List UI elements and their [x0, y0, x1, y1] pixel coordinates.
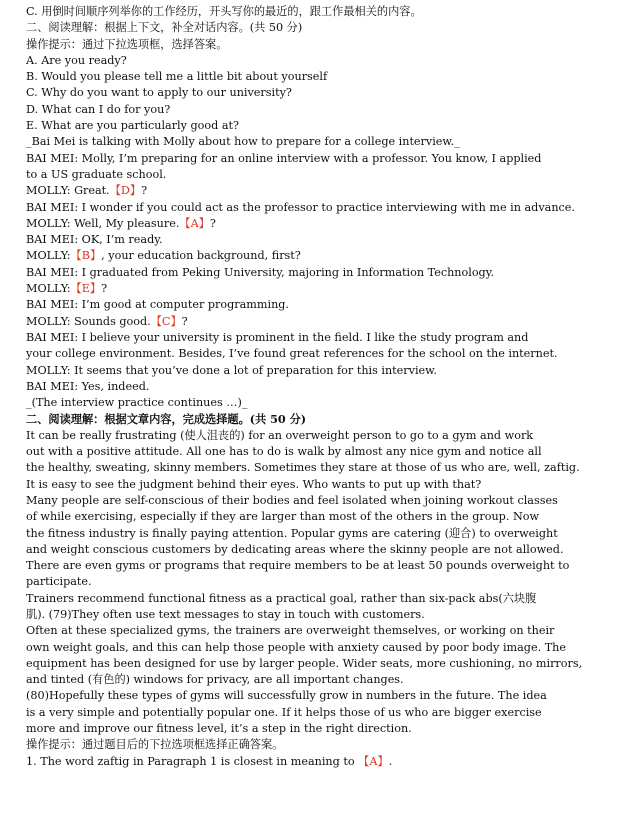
answer-dropdown[interactable]: 【E】	[70, 282, 102, 296]
text-line	[26, 248, 598, 264]
text-line: 操作提示：通过下拉选项框，选择答案。	[26, 37, 228, 51]
text-line	[26, 281, 598, 297]
line-text-before: MOLLY: Well, My pleasure.	[26, 216, 180, 230]
text-line: your college environment. Besides, I’ve found great references for the school on the internet.	[26, 347, 558, 361]
text-line: equipment has been designed for use by larger people. Wider seats, more cushioning, no mirrors,	[26, 656, 583, 670]
text-line: There are even gyms or programs that require members to be at least 50 pounds overweight to	[26, 559, 570, 573]
answer-dropdown[interactable]: 【A】	[179, 216, 210, 230]
line-text-after: ?	[101, 282, 108, 296]
text-line: out with a positive attitude. All one has to do is walk by almost any nice gym and notice all	[26, 445, 542, 459]
text-line: (80)Hopefully these types of gyms will successfully grow in numbers in the future. The idea	[26, 689, 547, 703]
text-line	[26, 216, 598, 232]
text-line: MOLLY: It seems that you’ve done a lot of preparation for this interview.	[26, 363, 437, 377]
answer-dropdown[interactable]: 【D】	[109, 184, 142, 198]
text-line	[26, 183, 598, 199]
text-line	[26, 314, 598, 330]
text-line: 二、阅读理解：根据上下文，补全对话内容。(共 50 分)	[26, 21, 303, 35]
line-text-before: MOLLY: Great.	[26, 184, 110, 198]
text-line: E. What are you particularly good at?	[26, 119, 240, 133]
text-line: BAI MEI: I graduated from Peking University, majoring in Information Technology.	[26, 265, 495, 279]
line-text-before: 1. The word zaftig in Paragraph 1 is closest in meaning to	[26, 754, 359, 768]
text-line: _Bai Mei is talking with Molly about how to prepare for a college interview._	[26, 135, 460, 149]
text-line: more and improve our fitness level, it’s a step in the right direction.	[26, 722, 412, 736]
line-text-after: ?	[181, 314, 188, 328]
text-line: Often at these specialized gyms, the trainers are overweight themselves, or working on their	[26, 624, 555, 638]
text-line: and tinted (有色的) windows for privacy, are all important changes.	[26, 673, 404, 687]
text-line: and weight conscious customers by dedicating areas where the skinny people are not allowed.	[26, 542, 564, 556]
text-line: to a US graduate school.	[26, 167, 167, 181]
text-line: participate.	[26, 575, 92, 589]
text-line: Many people are self-conscious of their bodies and feel isolated when joining workout classes	[26, 493, 558, 507]
text-line: is a very simple and potentially popular one. If it helps those of us who are bigger exercise	[26, 705, 542, 719]
line-text-before: MOLLY:	[26, 282, 71, 296]
line-text-before: MOLLY: Sounds good.	[26, 314, 151, 328]
text-line: BAI MEI: I’m good at computer programming.	[26, 298, 289, 312]
line-text-after: .	[388, 754, 393, 768]
text-line: of while exercising, especially if they are larger than most of the others in the group. Now	[26, 510, 540, 524]
text-line	[26, 754, 598, 770]
text-line: 操作提示：通过题目后的下拉选项框选择正确答案。	[26, 738, 284, 752]
text-line: C. Why do you want to apply to our university?	[26, 86, 292, 100]
text-line: BAI MEI: I wonder if you could act as the professor to practice interviewing with me in advance.	[26, 200, 575, 214]
text-line: _(The interview practice continues …)_	[26, 396, 248, 410]
text-line: BAI MEI: OK, I’m ready.	[26, 233, 163, 247]
text-line: BAI MEI: Molly, I’m preparing for an online interview with a professor. You know, I applied	[26, 151, 542, 165]
line-text-before: MOLLY:	[26, 249, 71, 263]
text-line: A. Are you ready?	[26, 53, 127, 67]
text-line: B. Would you please tell me a little bit about yourself	[26, 70, 328, 84]
line-text-after: , your education background, first?	[101, 249, 301, 263]
text-line: the healthy, sweating, skinny members. Sometimes they stare at those of us who are, well, zaftig.	[26, 461, 580, 475]
text-line: the fitness industry is finally paying attention. Popular gyms are catering (迎合) to overweight	[26, 526, 558, 540]
text-line: It is easy to see the judgment behind their eyes. Who wants to put up with that?	[26, 477, 482, 491]
text-line: own weight goals, and this can help those people with anxiety caused by poor body image. The	[26, 640, 566, 654]
line-text-after: ?	[209, 216, 216, 230]
line-text-after: ?	[141, 184, 148, 198]
text-line: 二、阅读理解：根据文章内容，完成选择题。(共 50 分)	[26, 412, 307, 427]
text-line: BAI MEI: I believe your university is prominent in the field. I like the study program and	[26, 330, 529, 344]
answer-dropdown[interactable]: 【B】	[70, 249, 102, 263]
answer-dropdown[interactable]: 【A】	[358, 754, 389, 768]
text-line: D. What can I do for you?	[26, 102, 171, 116]
answer-dropdown[interactable]: 【C】	[150, 314, 182, 328]
text-line: BAI MEI: Yes, indeed.	[26, 379, 150, 393]
text-line: It can be really frustrating (使人沮丧的) for an overweight person to go to a gym and work	[26, 428, 534, 442]
text-line: C. 用倒时间顺序列举你的工作经历，开头写你的最近的，跟工作最相关的内容。	[26, 5, 422, 18]
text-line: 肌). (79)They often use text messages to stay in touch with customers.	[26, 607, 425, 621]
text-line: Trainers recommend functional fitness as a practical goal, rather than six-pack abs(六块腹	[26, 591, 537, 605]
